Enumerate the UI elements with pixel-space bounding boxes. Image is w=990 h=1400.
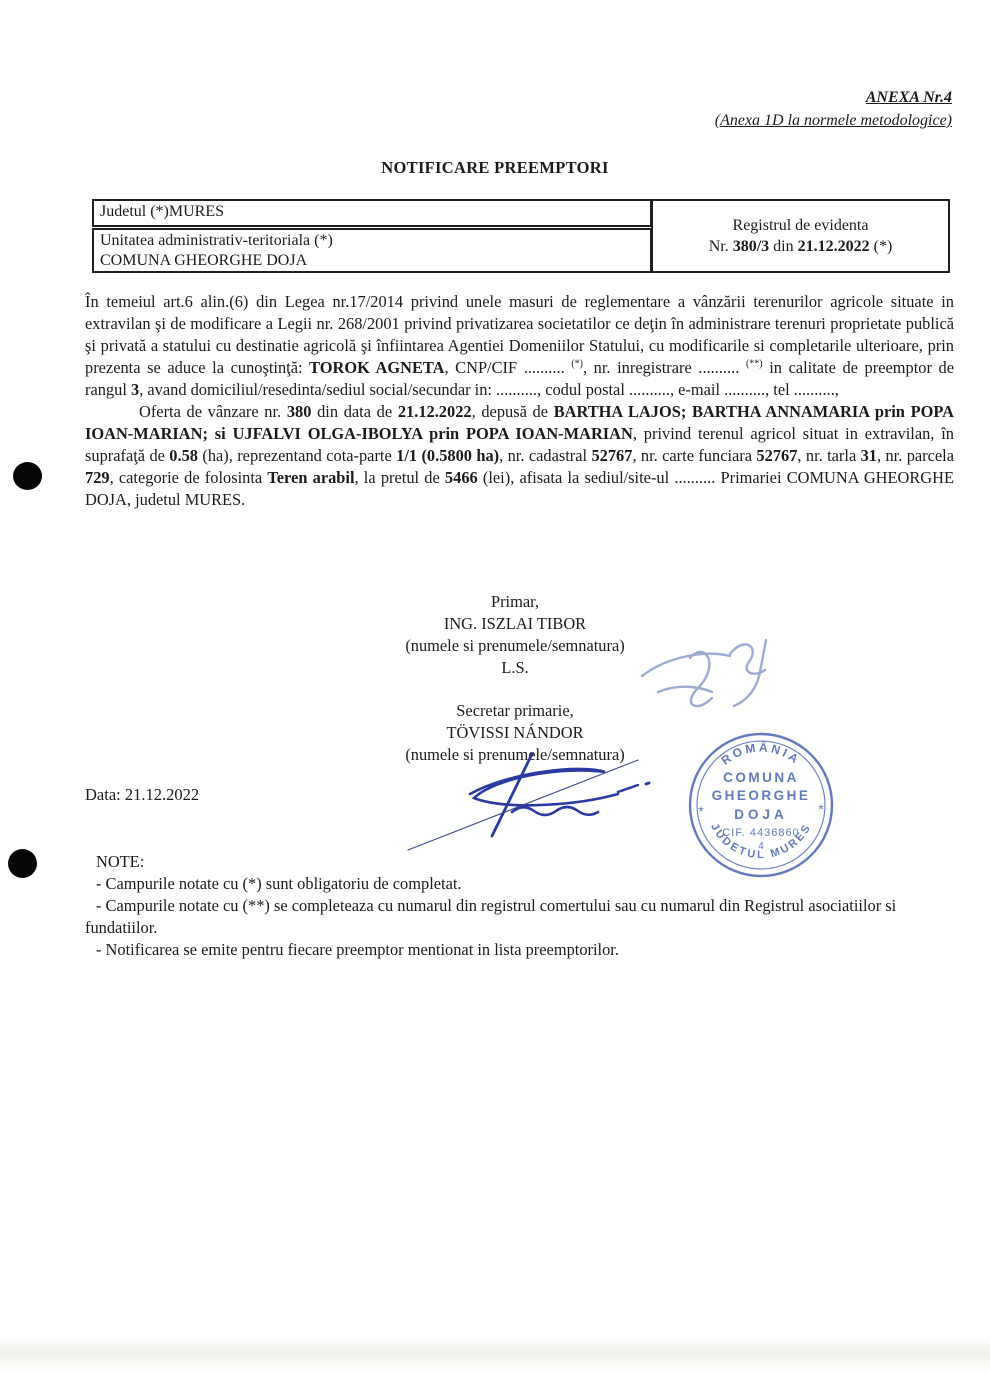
text-segment: (ha), reprezentand cota-parte bbox=[197, 446, 397, 465]
note-item: - Notificarea se emite pentru fiecare preemptor mentionat in lista preemptorilor. bbox=[96, 940, 619, 959]
stamp-country: ROMÂNIA bbox=[718, 740, 804, 768]
secretar-handwritten-signature bbox=[400, 742, 710, 857]
cadastral-number: 52767 bbox=[591, 446, 633, 465]
text-segment: , categorie de folosinta bbox=[109, 468, 268, 487]
stamp-star-left: * bbox=[698, 803, 704, 819]
stamp-cif: CIF. 4436860 bbox=[722, 827, 800, 839]
registry-seg: 380/3 bbox=[732, 238, 770, 255]
registry-number bbox=[709, 236, 893, 257]
document-body bbox=[85, 291, 954, 511]
stamp-number: 4 bbox=[758, 841, 764, 852]
date-line: Data: 21.12.2022 bbox=[85, 785, 200, 804]
paragraph-legal-basis bbox=[85, 291, 954, 401]
primar-ls: L.S. bbox=[501, 658, 529, 677]
text-segment: (lei), afisata la sediul/site-ul .......... Primariei COMUNA GHEORGHE DOJA, judetul MURES. bbox=[85, 468, 954, 509]
uat-label: Unitatea administrativ-teritoriala (*) bbox=[100, 232, 333, 249]
registry-seg: Nr. bbox=[708, 238, 733, 255]
preemptor-name: TOROK AGNETA bbox=[309, 358, 445, 377]
notes-section bbox=[85, 851, 970, 961]
scan-artifact-band bbox=[0, 1336, 990, 1374]
tarla-number: 31 bbox=[860, 446, 877, 465]
stamp-line1: COMUNA bbox=[723, 770, 799, 785]
surface-value: 0.58 bbox=[169, 446, 198, 465]
primar-note: (numele si prenumele/semnatura) bbox=[405, 636, 625, 655]
note-item: - Campurile notate cu (**) se completeaza cu numarul din registrul comertului sau cu numarul din Registrul asociatiilor si fundatiilor. bbox=[85, 896, 897, 937]
text-segment: , privind terenul agricol situat in extravilan, în suprafaţă de bbox=[85, 424, 955, 465]
text-segment: , la pretul de bbox=[354, 468, 445, 487]
parcel-number: 729 bbox=[85, 468, 110, 487]
registry-seg: (*) bbox=[869, 238, 893, 255]
land-book-number: 52767 bbox=[756, 446, 798, 465]
primar-name: ING. ISZLAI TIBOR bbox=[443, 614, 587, 633]
primar-signature-block bbox=[30, 591, 990, 679]
offer-date: 21.12.2022 bbox=[397, 402, 472, 421]
footnote-marker: (**) bbox=[745, 358, 763, 370]
note-item: - Campurile notate cu (*) sunt obligatoriu de completat. bbox=[96, 874, 462, 893]
secretar-name: TÖVISSI NÁNDOR bbox=[446, 723, 584, 742]
annex-header bbox=[715, 86, 952, 132]
annex-subtitle: (Anexa 1D la normele metodologice) bbox=[714, 112, 952, 129]
footnote-marker: (*) bbox=[571, 358, 583, 370]
text-segment: , nr. cadastral bbox=[499, 446, 592, 465]
text-segment: , nr. inregistrare .......... bbox=[582, 358, 746, 377]
stamp-star-right: * bbox=[818, 801, 824, 817]
text-segment: , nr. parcela bbox=[877, 446, 955, 465]
text-segment: din data de bbox=[311, 402, 398, 421]
text-segment: , CNP/CIF .......... bbox=[444, 358, 572, 377]
sellers-names: BARTHA LAJOS; BARTHA ANNAMARIA prin POPA IOAN-MARIAN; si UJFALVI OLGA-IBOLYA prin POPA IOAN-MARIAN bbox=[85, 402, 954, 443]
rank-value: 3 bbox=[130, 380, 140, 399]
stamp-county: JUDETUL MURES bbox=[708, 821, 814, 862]
text-segment: in calitate de preemptor de rangul bbox=[85, 358, 954, 399]
svg-text:ROMÂNIA bbox=[719, 739, 804, 767]
page-title: NOTIFICARE PREEMPTORI bbox=[381, 158, 609, 177]
text-segment: În temeiul art.6 alin.(6) din Legea nr.17/2014 privind unele masuri de reglementare a vânzării terenurilor agricole situate in extravilan şi de modificare a Legii nr. 268/2001 privind privatizarea societatilor ce deţin în administrare terenuri proprietate publică şi privată a statului cu destinatie agricolă şi înfiintarea Agentiei Domeniilor Statului, cu modificarile si completarile ulterioare, prin prezenta se aduce la cunoştinţă: bbox=[85, 292, 954, 377]
registry-title: Registrul de evidenta bbox=[732, 217, 869, 234]
primar-role: Primar, bbox=[490, 592, 540, 611]
text-segment: , avand domiciliul/resedinta/sediul social/secundar in: .........., codul postal .........., e-mail .........., tel .........., bbox=[139, 380, 839, 399]
text-segment: , depusă de bbox=[471, 402, 554, 421]
hole-punch-mark bbox=[13, 462, 42, 490]
share-value: 1/1 (0.5800 ha) bbox=[396, 446, 500, 465]
cell-registry bbox=[651, 199, 950, 273]
cell-uat bbox=[92, 228, 652, 273]
offer-number: 380 bbox=[286, 402, 312, 421]
notes-heading: NOTE: bbox=[96, 852, 145, 871]
info-table bbox=[92, 199, 950, 273]
text-segment: , nr. tarla bbox=[797, 446, 861, 465]
text-segment: , nr. carte funciara bbox=[632, 446, 757, 465]
cell-judet: Judetul (*)MURES bbox=[92, 199, 652, 227]
registry-seg: din bbox=[769, 238, 798, 255]
paragraph-offer bbox=[85, 401, 954, 511]
annex-number: ANEXA Nr.4 bbox=[865, 89, 952, 106]
land-use-category: Teren arabil bbox=[267, 468, 355, 487]
registry-seg: 21.12.2022 bbox=[797, 238, 870, 255]
stamp-line2: GHEORGHE bbox=[711, 788, 811, 803]
secretar-note: (numele si prenumele/semnatura) bbox=[405, 745, 625, 764]
text-segment: Oferta de vânzare nr. bbox=[139, 402, 287, 421]
hole-punch-mark bbox=[8, 849, 37, 878]
uat-value: COMUNA GHEORGHE DOJA bbox=[100, 252, 308, 269]
stamp-line3: DOJA bbox=[734, 807, 788, 822]
secretar-role: Secretar primarie, bbox=[456, 701, 574, 720]
price-value: 5466 bbox=[444, 468, 478, 487]
